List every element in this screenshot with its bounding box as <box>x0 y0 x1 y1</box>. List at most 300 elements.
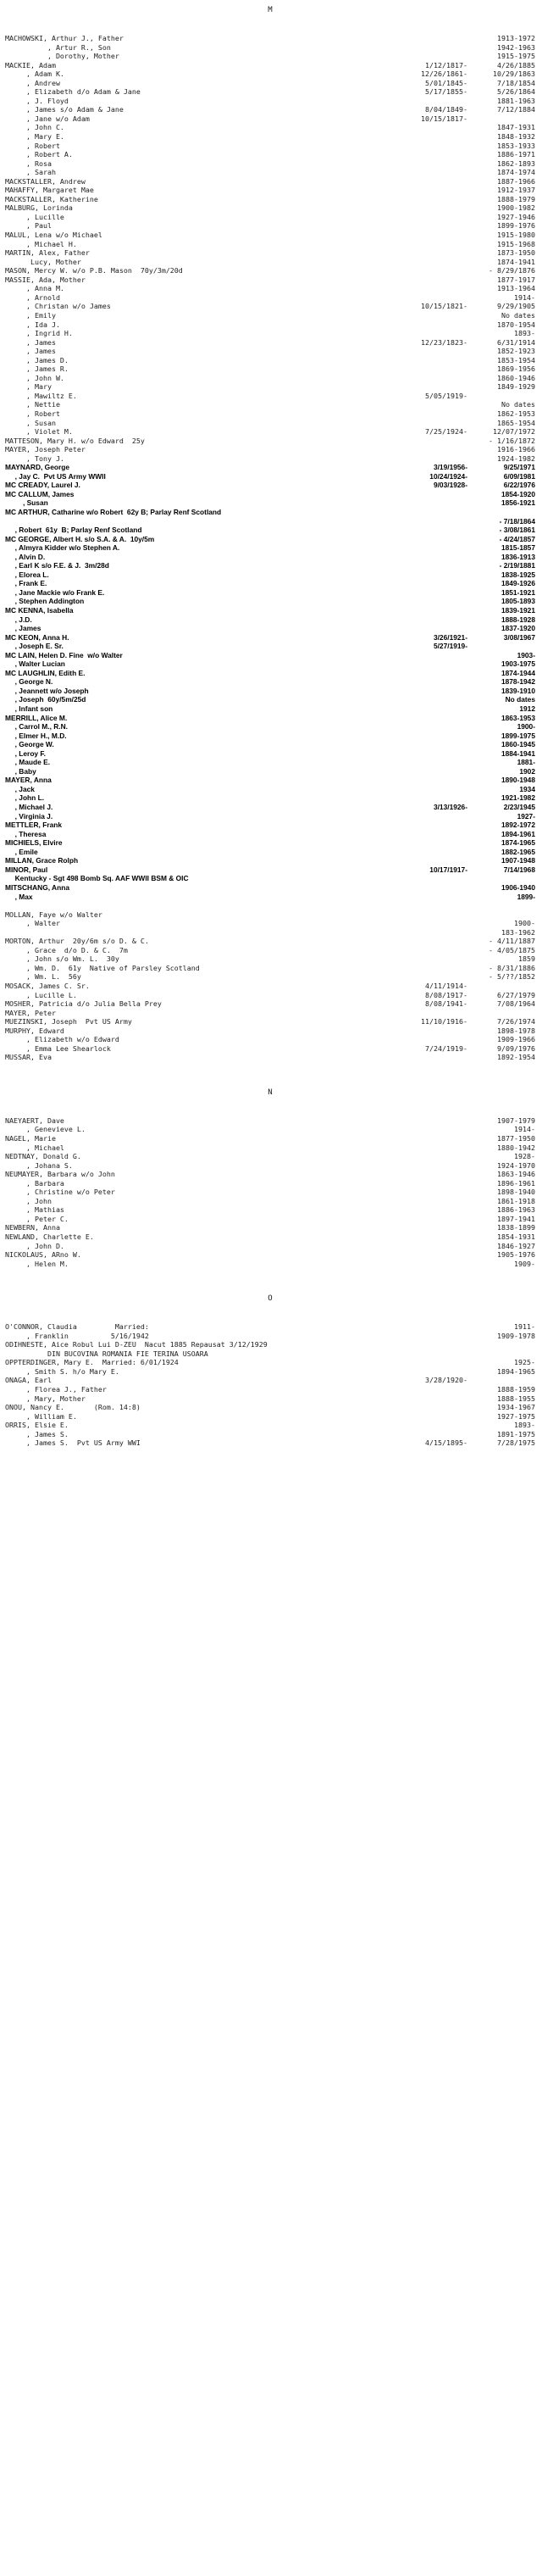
entry-name: , Mathias <box>5 1205 64 1215</box>
entry-death-date: 1894-1965 <box>497 1366 535 1376</box>
entry-death-date: 7/08/1964 <box>497 999 535 1009</box>
index-entry-row <box>5 1438 535 1448</box>
entry-name: , Jeannett w/o Joseph <box>5 686 89 695</box>
entry-death-date: 1839-1910 <box>501 686 535 695</box>
index-entry-row <box>5 570 535 580</box>
entry-death-date: 1836-1913 <box>501 552 535 561</box>
index-entry-row <box>5 982 535 991</box>
entry-death-date: 1897-1941 <box>497 1214 535 1223</box>
index-entry-row <box>5 1134 535 1143</box>
index-entry-row <box>5 320 535 330</box>
index-entry-row <box>5 669 535 678</box>
entry-name: MITSCHANG, Anna <box>5 882 69 892</box>
entry-name: , Infant son <box>5 704 53 714</box>
index-entry-row <box>5 1053 535 1062</box>
entry-death-date: No dates <box>501 310 535 320</box>
entry-name: , Emma Lee Shearlock <box>5 1043 111 1053</box>
index-entry-row <box>5 472 535 481</box>
entry-birth-date: 7/24/1919- <box>425 1043 467 1053</box>
entry-name: , Michael H. <box>5 239 77 248</box>
entry-death-date: 1934-1967 <box>497 1403 535 1412</box>
entry-birth-date: 12/26/1861- <box>421 70 467 79</box>
index-entry-row <box>5 213 535 222</box>
index-entry-row <box>5 1332 535 1341</box>
entry-death-date: 1838-1899 <box>497 1223 535 1232</box>
entry-name: MALBURG, Lorinda <box>5 203 73 213</box>
index-entry-row <box>5 1116 535 1126</box>
entry-death-date: 1865-1954 <box>497 418 535 427</box>
entry-name: , John <box>5 1196 52 1205</box>
entry-death-date: 1815-1857 <box>501 543 535 553</box>
index-entry-row <box>5 400 535 409</box>
entry-name: , James S. Pvt US Army WWI <box>5 1438 141 1448</box>
index-entry-row <box>5 481 535 490</box>
entry-death-date: 1903-1975 <box>501 659 535 669</box>
entry-name: , Robert <box>5 141 60 150</box>
entry-death-date: 1859 <box>518 954 535 964</box>
index-entry-row <box>5 284 535 293</box>
index-entry-row <box>5 419 535 428</box>
entry-death-date: 1925- <box>514 1358 535 1367</box>
entry-name: , James <box>5 337 56 347</box>
entry-death-date: 1900-1982 <box>497 203 535 213</box>
entry-name: , John C. <box>5 123 64 132</box>
index-entry-row <box>5 561 535 570</box>
index-entry-row <box>5 543 535 553</box>
entry-death-date: 5/26/1864 <box>497 87 535 97</box>
entry-death-date: 7/14/1968 <box>503 865 535 874</box>
index-entry-row <box>5 382 535 392</box>
index-entry-row <box>5 437 535 446</box>
entry-name: , Elorea L. <box>5 570 49 579</box>
entry-death-date: 1849-1929 <box>497 382 535 392</box>
index-entry-row <box>5 258 535 267</box>
entry-death-date: 1860-1945 <box>501 740 535 749</box>
index-entry-row <box>5 793 535 803</box>
entry-death-date: 1853-1954 <box>497 355 535 364</box>
entry-birth-date: 10/15/1817- <box>421 114 467 123</box>
entry-name: , Tony J. <box>5 453 64 463</box>
index-entry-row <box>5 1322 535 1332</box>
entry-death-date: 1905-1976 <box>497 1250 535 1260</box>
index-entry-row <box>5 43 535 53</box>
index-entry-row <box>5 498 535 508</box>
entry-birth-date: 10/17/1917- <box>429 865 467 874</box>
entry-death-date: 1862-1893 <box>497 159 535 168</box>
entry-death-date: 9/29/1905 <box>497 302 535 311</box>
entry-death-date: 1924-1982 <box>497 453 535 463</box>
entry-death-date: 1853-1933 <box>497 141 535 150</box>
index-entry-row <box>5 1260 535 1269</box>
index-entry-row <box>5 651 535 660</box>
index-entry-row <box>5 642 535 651</box>
entry-name: , Virginia J. <box>5 811 53 821</box>
entry-death-date: 1880-1942 <box>497 1143 535 1152</box>
index-entry-row <box>5 132 535 142</box>
index-entry-row <box>5 1143 535 1153</box>
index-entry-row <box>5 1170 535 1179</box>
entry-name: , Ida J. <box>5 320 60 329</box>
index-entry-row <box>5 954 535 964</box>
entry-death-date: 1900- <box>514 919 535 928</box>
entry-name: , Robert <box>5 409 60 418</box>
index-entry-row <box>5 1394 535 1404</box>
index-entry-row <box>5 722 535 732</box>
entry-name: , Elmer H., M.D. <box>5 731 67 740</box>
index-entry-row <box>5 874 535 883</box>
entry-death-date: 1913-1972 <box>497 34 535 42</box>
entry-name: , Susan <box>5 498 48 508</box>
index-entry-row <box>5 1035 535 1044</box>
entry-death-date: 1874-1941 <box>497 257 535 266</box>
entry-name: MAYER, Anna <box>5 776 52 785</box>
index-entry-row <box>5 624 535 633</box>
index-entry-row <box>5 1358 535 1367</box>
index-entry-row <box>5 946 535 955</box>
entry-name: NEDTNAY, Donald G. <box>5 1152 81 1161</box>
index-entry-row <box>5 97 535 106</box>
entry-name: , Joseph 60y/5m/25d <box>5 695 86 704</box>
entry-name: , Paul <box>5 221 52 231</box>
section-letter: O <box>268 1294 273 1304</box>
entry-name: , Lucille <box>5 212 64 221</box>
index-entry-row <box>5 677 535 687</box>
entry-name: MOSHER, Patricia d/o Julia Bella Prey <box>5 999 162 1009</box>
index-entry-row <box>5 87 535 97</box>
entry-death-date: 1838-1925 <box>501 570 535 579</box>
entry-name: , Walter <box>5 919 60 928</box>
index-entry-row <box>5 838 535 848</box>
entry-name: MUEZINSKI, Joseph Pvt US Army <box>5 1017 132 1027</box>
entry-death-date: 1893- <box>514 329 535 338</box>
entry-death-date: 1894-1961 <box>501 829 535 838</box>
index-entry-row <box>5 732 535 741</box>
section-m <box>5 5 535 1062</box>
index-entry-row <box>5 490 535 499</box>
entry-death-date: 1899-1975 <box>501 731 535 740</box>
index-entry-row <box>5 203 535 213</box>
entry-name: , J.D. <box>5 615 32 624</box>
entry-death-date: 1915-1980 <box>497 231 535 240</box>
entry-death-date: 1891-1975 <box>497 1429 535 1438</box>
index-entry-row <box>5 221 535 231</box>
index-entry-row <box>5 812 535 821</box>
entry-death-date: 1849-1926 <box>501 579 535 588</box>
index-entry-row <box>5 615 535 625</box>
entry-name: MOLLAN, Faye w/o Walter <box>5 910 102 919</box>
entry-death-date: 1907-1979 <box>497 1116 535 1125</box>
entry-death-date: 1893- <box>514 1421 535 1430</box>
index-entry-row <box>5 356 535 365</box>
entry-name: , Lucille L. <box>5 990 77 999</box>
entry-death-date: 1934 <box>519 784 535 793</box>
entry-name: , Jack <box>5 784 35 793</box>
section-n <box>5 1088 535 1268</box>
entry-name: NAEYAERT, Dave <box>5 1116 64 1125</box>
entry-birth-date: 8/08/1941- <box>425 999 467 1009</box>
entry-death-date: No dates <box>505 695 535 704</box>
index-entry-row <box>5 34 535 43</box>
index-entry-row <box>5 329 535 338</box>
entry-death-date: 1915-1975 <box>497 52 535 61</box>
entry-death-date: - 4/24/1857 <box>499 534 535 543</box>
index-entry-row <box>5 240 535 249</box>
index-entry-row <box>5 1349 535 1359</box>
index-entry-row <box>5 123 535 132</box>
entry-death-date: 1874-1944 <box>501 668 535 677</box>
entry-birth-date: 10/15/1821- <box>421 302 467 311</box>
index-entry-row <box>5 785 535 794</box>
entry-death-date: 1881-1963 <box>497 96 535 105</box>
entry-name: MERRILL, Alice M. <box>5 713 68 722</box>
index-entry-row <box>5 409 535 419</box>
entry-name: , Michael J. <box>5 803 53 812</box>
entry-name: NEWLAND, Charlette E. <box>5 1232 94 1241</box>
index-entry-row <box>5 1188 535 1197</box>
index-entry-row <box>5 338 535 348</box>
entry-name: ODIHNESTE, Aice Robul Lui D-ZEU Nacut 1885 Repausat 3/12/1929 <box>5 1340 268 1349</box>
entry-death-date: 1851-1921 <box>501 587 535 597</box>
entry-death-date: 1854-1931 <box>497 1232 535 1241</box>
entry-death-date: 1886-1971 <box>497 150 535 159</box>
entry-name: , Wm. L. 56y <box>5 972 81 982</box>
entry-name: , Elizabeth d/o Adam & Jane <box>5 87 141 97</box>
entry-name: , Jay C. Pvt US Army WWII <box>5 471 106 481</box>
entry-name: , James <box>5 624 41 633</box>
entry-death-date: 1928- <box>514 1152 535 1161</box>
entry-death-date: 1888-1979 <box>497 194 535 203</box>
entry-name: , James D. <box>5 355 69 364</box>
entry-name: , J. Floyd <box>5 96 69 105</box>
index-entry-row <box>5 1430 535 1439</box>
entry-name: , Barbara <box>5 1178 64 1188</box>
index-entry-row <box>5 1421 535 1430</box>
index-entry-row <box>5 168 535 177</box>
index-entry-row <box>5 1152 535 1161</box>
entry-birth-date: 5/01/1845- <box>425 78 467 87</box>
index-entry-row <box>5 633 535 643</box>
entry-name: , Ingrid H. <box>5 329 73 338</box>
index-entry-row <box>5 972 535 982</box>
entry-death-date: 1888-1959 <box>497 1385 535 1394</box>
entry-name: MC GEORGE, Albert H. s/o S.A. & A. 10y/5m <box>5 534 155 543</box>
entry-death-date: 1888-1955 <box>497 1394 535 1403</box>
entry-birth-date: 7/25/1924- <box>425 427 467 437</box>
entry-name: MC CALLUM, James <box>5 489 75 498</box>
entry-name: , Sarah <box>5 168 56 177</box>
entry-death-date: 1839-1921 <box>501 606 535 615</box>
entry-death-date: 1903- <box>517 650 535 659</box>
entry-death-date: 1837-1920 <box>501 624 535 633</box>
index-entry-row <box>5 1376 535 1385</box>
entry-death-date: 183-1962 <box>501 927 535 937</box>
entry-name: MATTESON, Mary H. w/o Edward 25y <box>5 436 145 445</box>
entry-name: , George N. <box>5 677 53 687</box>
index-entry-row <box>5 1205 535 1215</box>
entry-name: MC ARTHUR, Catharine w/o Robert 62y B; Parlay Renf Scotland <box>5 507 222 516</box>
entry-name: MALUL, Lena w/o Michael <box>5 231 102 240</box>
index-entry-row <box>5 776 535 785</box>
entry-death-date: 1909-1966 <box>497 1035 535 1044</box>
index-entry-row <box>5 364 535 374</box>
entry-death-date: 1870-1954 <box>497 320 535 329</box>
entry-name: , Theresa <box>5 829 47 838</box>
index-entry-row <box>5 749 535 759</box>
entry-name: , James <box>5 347 56 356</box>
index-entry-row <box>5 248 535 258</box>
entry-name: , Adam K. <box>5 70 64 79</box>
index-entry-row <box>5 588 535 598</box>
entry-name: , Franklin 5/16/1942 <box>5 1331 149 1340</box>
entry-name: MURPHY, Edward <box>5 1026 64 1035</box>
entry-name: DIN BUCOVINA ROMANIA FIE TERINA USOARA <box>5 1349 208 1358</box>
entry-name: , William E. <box>5 1411 77 1421</box>
entry-name: , Mary E. <box>5 132 64 142</box>
entry-death-date: 1916-1966 <box>497 445 535 454</box>
entry-death-date: - 5/??/1852 <box>489 972 535 982</box>
entry-name: , Christine w/o Peter <box>5 1188 115 1197</box>
entry-name: , Emily <box>5 310 56 320</box>
entry-name: , Christan w/o James <box>5 302 111 311</box>
entry-name: MACKSTALLER, Andrew <box>5 176 86 186</box>
section-spacer <box>5 1304 535 1322</box>
index-entry-row <box>5 1125 535 1134</box>
index-entry-row <box>5 597 535 606</box>
index-entry-row <box>5 1242 535 1251</box>
entry-birth-date: 10/24/1924- <box>429 471 467 481</box>
entry-death-date: - 4/11/1887 <box>489 937 535 946</box>
index-entry-row <box>5 177 535 186</box>
index-entry-row <box>5 579 535 588</box>
index-entry-row <box>5 79 535 88</box>
entry-death-date: 1902 <box>519 766 535 776</box>
entry-death-date: 1863-1953 <box>501 713 535 722</box>
entry-name: , Walter Lucian <box>5 659 65 669</box>
entry-death-date: - 7/18/1864 <box>499 516 535 526</box>
entry-birth-date: 12/23/1823- <box>421 337 467 347</box>
entry-name: MACKSTALLER, Katherine <box>5 194 98 203</box>
entry-name: , Smith S. h/o Mary E. <box>5 1366 119 1376</box>
entry-death-date: 1861-1918 <box>497 1196 535 1205</box>
entry-name: , Michael <box>5 1143 64 1152</box>
section-spacer <box>5 1098 535 1116</box>
index-entry-row <box>5 553 535 562</box>
index-entry-row <box>5 767 535 776</box>
index-entry-row <box>5 231 535 240</box>
entry-death-date: 6/27/1979 <box>497 990 535 999</box>
entry-death-date: 7/12/1884 <box>497 105 535 114</box>
index-entry-row <box>5 606 535 615</box>
index-entry-row <box>5 347 535 356</box>
entry-death-date: 1886-1963 <box>497 1205 535 1215</box>
entry-name: , Emile <box>5 847 38 856</box>
entry-name: , Elizabeth w/o Edward <box>5 1035 119 1044</box>
entry-birth-date: 8/08/1917- <box>425 990 467 999</box>
entry-name: MICHIELS, Elvire <box>5 838 63 848</box>
entry-birth-date: 8/04/1849- <box>425 105 467 114</box>
index-entry-row <box>5 1367 535 1377</box>
entry-name: , John D. <box>5 1241 64 1250</box>
index-entry-row <box>5 803 535 812</box>
index-entry-row <box>5 454 535 464</box>
entry-death-date: 1888-1928 <box>501 615 535 624</box>
entry-death-date: 4/26/1885 <box>497 60 535 70</box>
entry-birth-date: 4/15/1895- <box>425 1438 467 1448</box>
index-entry-row <box>5 302 535 311</box>
entry-death-date: 12/07/1972 <box>493 427 535 437</box>
index-entry-row <box>5 883 535 893</box>
entry-death-date: 1805-1893 <box>501 597 535 606</box>
entry-name: MARTIN, Alex, Father <box>5 248 90 258</box>
index-entry-row <box>5 150 535 159</box>
index-entry-row <box>5 1197 535 1206</box>
entry-name: MOSACK, James C. Sr. <box>5 981 90 990</box>
entry-name: , Robert 61y B; Parlay Renf Scotland <box>5 526 142 535</box>
index-entry-row <box>5 901 535 910</box>
entry-name: NAGEL, Marie <box>5 1133 56 1143</box>
entry-name: , Susan <box>5 418 56 427</box>
entry-name: , Max <box>5 892 33 901</box>
entry-birth-date: 3/28/1920- <box>425 1376 467 1385</box>
entry-birth-date: 3/19/1956- <box>433 463 467 472</box>
index-entry-row <box>5 195 535 204</box>
entry-death-date: 6/22/1976 <box>503 481 535 490</box>
entry-birth-date: 11/10/1916- <box>421 1017 467 1027</box>
entry-death-date: 1913-1964 <box>497 284 535 293</box>
entry-death-date: 1847-1931 <box>497 123 535 132</box>
entry-name: ORRIS, Elsie E. <box>5 1421 69 1430</box>
index-entry-row <box>5 758 535 767</box>
entry-name: MACHOWSKI, Arthur J., Father <box>5 34 124 42</box>
entry-death-date: - 3/08/1861 <box>499 526 535 535</box>
entry-death-date: 1911- <box>514 1322 535 1332</box>
entry-death-date: 6/31/1914 <box>497 337 535 347</box>
entry-name: NICKOLAUS, ARno W. <box>5 1250 81 1260</box>
entry-name: MC LAUGHLIN, Edith E. <box>5 668 86 677</box>
entry-death-date: 7/26/1974 <box>497 1017 535 1027</box>
entry-name: , Jane Mackie w/o Frank E. <box>5 587 105 597</box>
index-entry-row <box>5 508 535 517</box>
index-entry-row <box>5 865 535 875</box>
entry-death-date: 1884-1941 <box>501 748 535 758</box>
entry-name: MC CREADY, Laurel J. <box>5 481 80 490</box>
entry-name: , Nettie <box>5 400 60 409</box>
entry-death-date: 1852-1923 <box>497 347 535 356</box>
entry-death-date: 9/25/1971 <box>503 463 535 472</box>
entry-name: , Frank E. <box>5 579 47 588</box>
section-spacer <box>5 15 535 34</box>
entry-birth-date: 3/26/1921- <box>433 632 467 642</box>
entry-name: , John L. <box>5 793 45 803</box>
entry-name: MC LAIN, Helen D. Fine w/o Walter <box>5 650 123 659</box>
entry-death-date: 1909- <box>514 1259 535 1268</box>
entry-death-date: 7/18/1854 <box>497 78 535 87</box>
entry-death-date: 1860-1946 <box>497 373 535 382</box>
index-entry-row <box>5 142 535 151</box>
section-letter: N <box>268 1088 273 1097</box>
entry-birth-date: 5/17/1855- <box>425 87 467 97</box>
entry-death-date: 1877-1917 <box>497 275 535 284</box>
entry-death-date: 1899- <box>517 892 535 901</box>
index-entry-row <box>5 266 535 275</box>
index-entry-row <box>5 937 535 946</box>
entry-death-date: 1874-1974 <box>497 168 535 177</box>
entry-name: , James s/o Adam & Jane <box>5 105 124 114</box>
entry-name: OPPTERDINGER, Mary E. Married: 6/01/1924 <box>5 1358 179 1367</box>
entry-death-date: 1899-1976 <box>497 221 535 231</box>
entry-death-date: 1924-1970 <box>497 1160 535 1170</box>
index-entry-row <box>5 740 535 749</box>
